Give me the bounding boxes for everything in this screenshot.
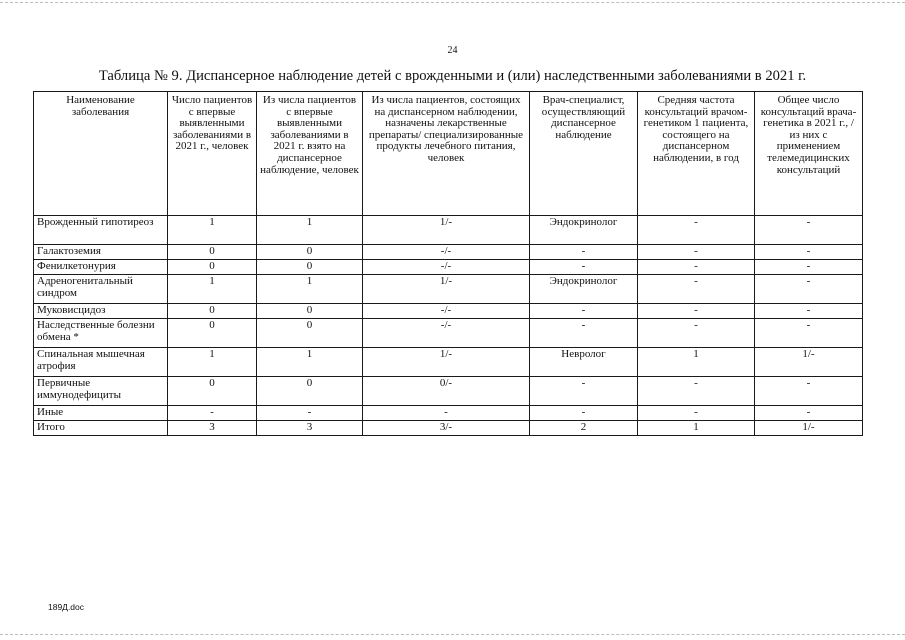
- table-cell: -: [168, 406, 257, 421]
- table-cell: -: [755, 245, 863, 260]
- table-cell: -: [530, 319, 638, 348]
- page-number: 24: [447, 45, 458, 56]
- table-cell: 0: [168, 319, 257, 348]
- table-cell: 0/-: [363, 377, 530, 406]
- table-cell: 0: [257, 377, 363, 406]
- table-cell: 1: [257, 216, 363, 245]
- table-cell: 0: [168, 245, 257, 260]
- table-cell: 0: [257, 245, 363, 260]
- table-row: [34, 319, 863, 348]
- table-cell: 0: [257, 319, 363, 348]
- col-header-disease: Наименование заболевания: [34, 92, 168, 216]
- col-header-avg-consult-frequency: Средняя частота консультаций врачом-генетиком 1 пациента, состоящего на диспансерном наблюдении, в год: [638, 92, 755, 216]
- table-cell: 1: [257, 348, 363, 377]
- row-disease-name: Наследственные болезни обмена *: [34, 319, 168, 348]
- table-cell: -: [530, 304, 638, 319]
- table-row: [34, 421, 863, 436]
- table-cell: 3/-: [363, 421, 530, 436]
- row-disease-name: Фенилкетонурия: [34, 260, 168, 275]
- table-cell: -: [755, 260, 863, 275]
- table-cell: -/-: [363, 260, 530, 275]
- row-disease-name: Иные: [34, 406, 168, 421]
- table-cell: 3: [257, 421, 363, 436]
- table-cell: -/-: [363, 319, 530, 348]
- table-cell: -: [530, 245, 638, 260]
- table-cell: 1: [638, 348, 755, 377]
- table-cell: 1: [168, 348, 257, 377]
- table-cell: 2: [530, 421, 638, 436]
- table-row: [34, 304, 863, 319]
- table-cell: -: [638, 275, 755, 304]
- table-cell: 1: [168, 275, 257, 304]
- table-cell: 1/-: [755, 348, 863, 377]
- scan-border-bottom: [0, 634, 905, 635]
- table-row: [34, 406, 863, 421]
- table-cell: -: [638, 260, 755, 275]
- table-cell: 3: [168, 421, 257, 436]
- row-disease-name: Адреногенитальный синдром: [34, 275, 168, 304]
- table-cell: -: [530, 406, 638, 421]
- table-cell: -: [755, 216, 863, 245]
- table-cell: -: [638, 216, 755, 245]
- table-cell: 1: [257, 275, 363, 304]
- table-cell: 0: [257, 260, 363, 275]
- table-cell: -: [638, 406, 755, 421]
- row-disease-name: Первичные иммунодефициты: [34, 377, 168, 406]
- table-cell: -: [530, 377, 638, 406]
- scan-border-top: [0, 2, 905, 3]
- table-cell: 1/-: [755, 421, 863, 436]
- table-cell: -: [755, 319, 863, 348]
- table-cell: 1: [168, 216, 257, 245]
- table-row: [34, 275, 863, 304]
- table-cell: 0: [168, 260, 257, 275]
- dispensary-observation-table: [33, 91, 863, 436]
- table-cell: 1: [638, 421, 755, 436]
- row-disease-name: Спинальная мышечная атрофия: [34, 348, 168, 377]
- table-row: [34, 245, 863, 260]
- table-cell: -: [363, 406, 530, 421]
- row-disease-name: Итого: [34, 421, 168, 436]
- table-cell: -: [755, 304, 863, 319]
- table-title: Таблица № 9. Диспансерное наблюдение детей с врожденными и (или) наследственными заболеваниями в 2021 г.: [98, 68, 807, 84]
- row-disease-name: Врожденный гипотиреоз: [34, 216, 168, 245]
- table-cell: Эндокринолог: [530, 216, 638, 245]
- table-cell: 1/-: [363, 216, 530, 245]
- table-cell: -/-: [363, 304, 530, 319]
- table-row: [34, 216, 863, 245]
- table-row: [34, 377, 863, 406]
- table-cell: -: [257, 406, 363, 421]
- table-row: [34, 260, 863, 275]
- table-cell: 1/-: [363, 275, 530, 304]
- col-header-total-consultations: Общее число консультаций врача-генетика в 2021 г., / из них с применением телемедицинских консультаций: [755, 92, 863, 216]
- col-header-specialist: Врач-специалист, осуществляющий диспансерное наблюдение: [530, 92, 638, 216]
- col-header-taken-for-observation: Из числа пациентов с впервые выявленными заболеваниями в 2021 г. взято на диспансерное наблюдение, человек: [257, 92, 363, 216]
- table-cell: -: [755, 377, 863, 406]
- table-cell: Эндокринолог: [530, 275, 638, 304]
- row-disease-name: Муковисцидоз: [34, 304, 168, 319]
- table-cell: -: [530, 260, 638, 275]
- table-cell: 0: [168, 304, 257, 319]
- table-cell: -: [755, 275, 863, 304]
- col-header-newly-diagnosed: Число пациентов с впервые выявленными заболеваниями в 2021 г., человек: [168, 92, 257, 216]
- table-cell: -: [638, 319, 755, 348]
- table-container: [33, 91, 863, 436]
- table-cell: -: [638, 245, 755, 260]
- table-cell: -: [638, 304, 755, 319]
- table-row: [34, 348, 863, 377]
- table-cell: -: [755, 406, 863, 421]
- table-cell: 0: [257, 304, 363, 319]
- table-cell: -/-: [363, 245, 530, 260]
- table-cell: Невролог: [530, 348, 638, 377]
- col-header-prescribed-drugs: Из числа пациентов, состоящих на диспансерном наблюдении, назначены лекарственные препараты/ специализированные продукты лечебного питания, человек: [363, 92, 530, 216]
- table-cell: -: [638, 377, 755, 406]
- table-cell: 0: [168, 377, 257, 406]
- table-body: [34, 216, 863, 436]
- table-header-row: [34, 92, 863, 216]
- row-disease-name: Галактоземия: [34, 245, 168, 260]
- document-filename: 189Д.doc: [48, 602, 85, 612]
- table-cell: 1/-: [363, 348, 530, 377]
